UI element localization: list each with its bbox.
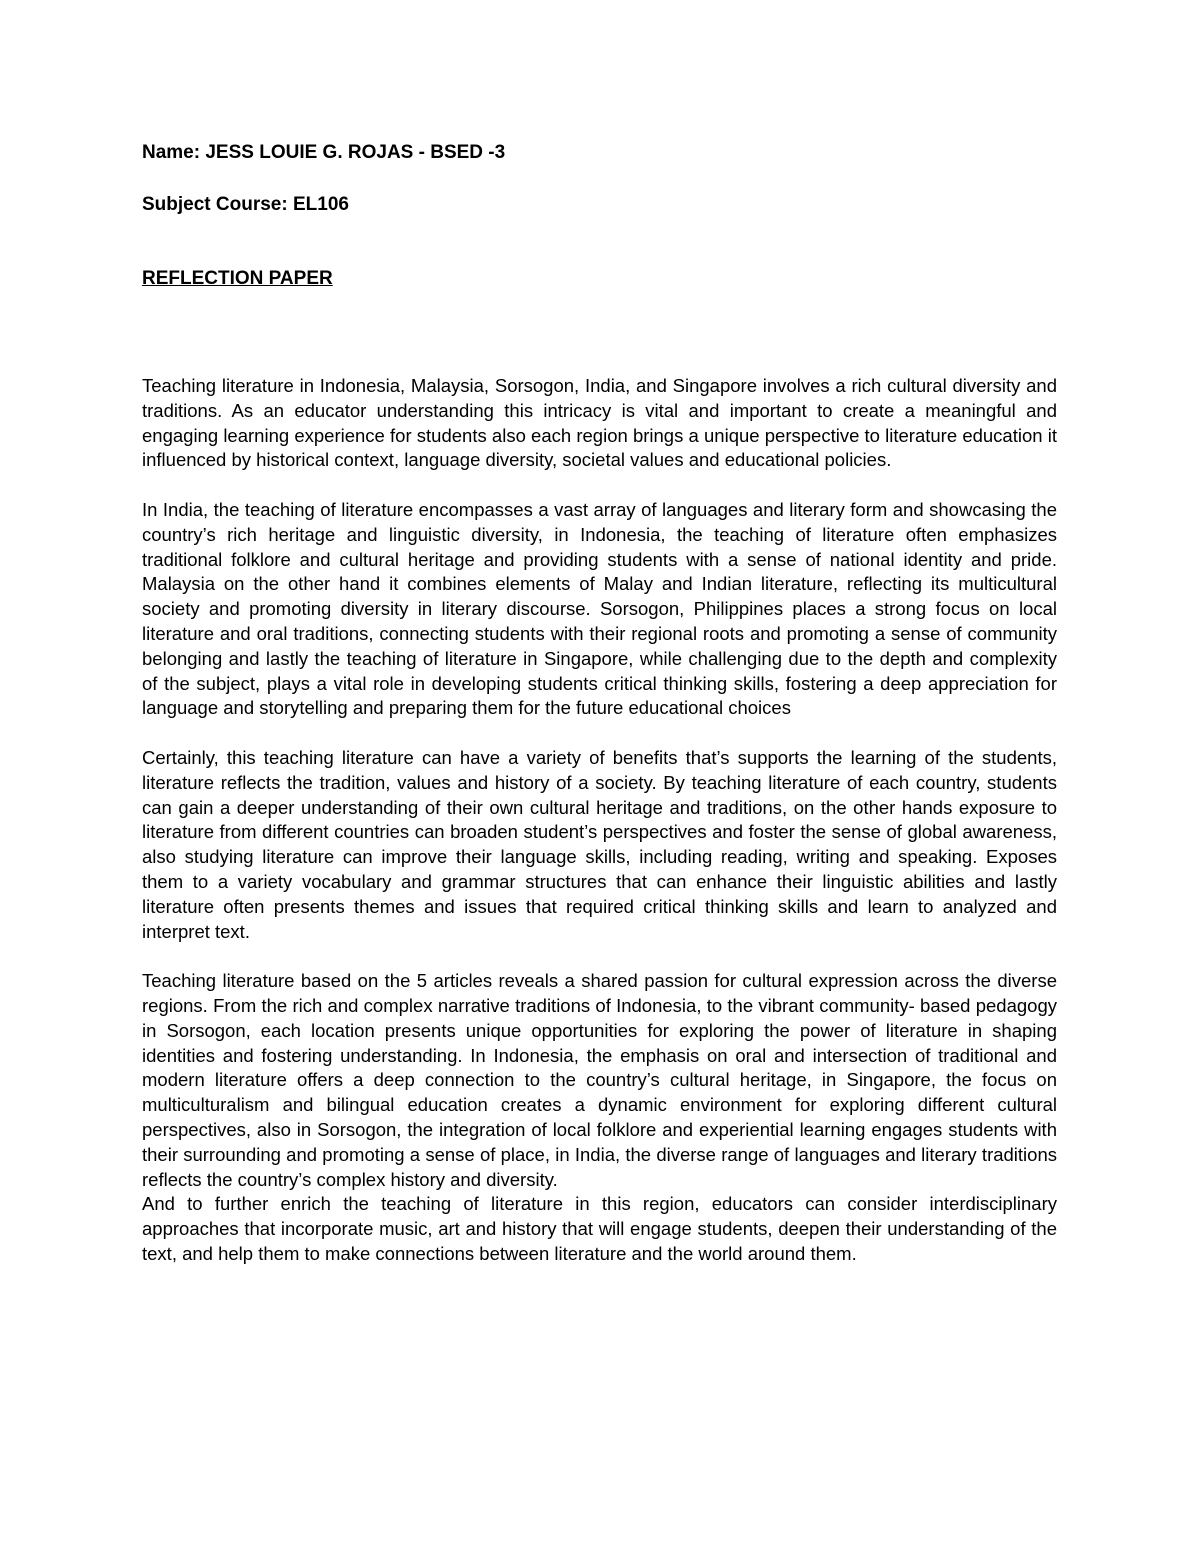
document-title: REFLECTION PAPER [142,268,333,289]
student-name: Name: JESS LOUIE G. ROJAS - BSED -3 [142,142,506,163]
paragraph-regions: In India, the teaching of literature encompasses a vast array of languages and literary form and showcasing the country’s rich heritage and linguistic diversity, in Indonesia, the teaching of literature often emphasizes traditional folklore and cultural heritage and providing students with a sense of national identity and pride. Malaysia on the other hand it combines elements of Malay and Indian literature, reflecting its multicultural society and promoting diversity in literary discourse. Sorsogon, Philippines places a strong focus on local literature and oral traditions, connecting students with their regional roots and promoting a sense of community belonging and lastly the teaching of literature in Singapore, while challenging due to the depth and complexity of the subject, plays a vital role in developing students critical thinking skills, fostering a deep appreciation for language and storytelling and preparing them for the future educational choices [142,498,1057,719]
paragraph-introduction: Teaching literature in Indonesia, Malaysia, Sorsogon, India, and Singapore involves a rich cultural diversity and traditions. As an educator understanding this intricacy is vital and important to create a meaningful and engaging learning experience for students also each region brings a unique perspective to literature education it influenced by historical context, language diversity, societal values and educational policies. [142,375,1057,471]
paragraph-benefits: Certainly, this teaching literature can have a variety of benefits that’s supports the learning of the students, literature reflects the tradition, values and history of a society. By teaching literature of each country, students can gain a deeper understanding of their own cultural heritage and traditions, on the other hands exposure to literature from different countries can broaden student’s perspectives and foster the sense of global awareness, also studying literature can improve their language skills, including reading, writing and speaking. Exposes them to a variety vocabulary and grammar structures that can enhance their linguistic abilities and lastly literature often presents themes and issues that required critical thinking skills and learn to analyzed and interpret text. [142,746,1057,942]
paragraph-conclusion: And to further enrich the teaching of literature in this region, educators can consider interdisciplinary approaches that incorporate music, art and history that will engage students, deepen their understanding of the text, and help them to make connections between literature and the world around them. [142,1193,1057,1264]
document-body [142,140,1057,1267]
subject-course: Subject Course: EL106 [142,194,349,215]
paragraph-articles: Teaching literature based on the 5 articles reveals a shared passion for cultural expression across the diverse regions. From the rich and complex narrative traditions of Indonesia, to the vibrant community- based pedagogy in Sorsogon, each location presents unique opportunities for exploring the power of literature in shaping identities and fostering understanding. In Indonesia, the emphasis on oral and intersection of traditional and modern literature offers a deep connection to the country’s cultural heritage, in Singapore, the focus on multiculturalism and bilingual education creates a dynamic environment for exploring different cultural perspectives, also in Sorsogon, the integration of local folklore and experiential learning engages students with their surrounding and promoting a sense of place, in India, the diverse range of languages and literary traditions reflects the country’s complex history and diversity. [142,970,1057,1190]
